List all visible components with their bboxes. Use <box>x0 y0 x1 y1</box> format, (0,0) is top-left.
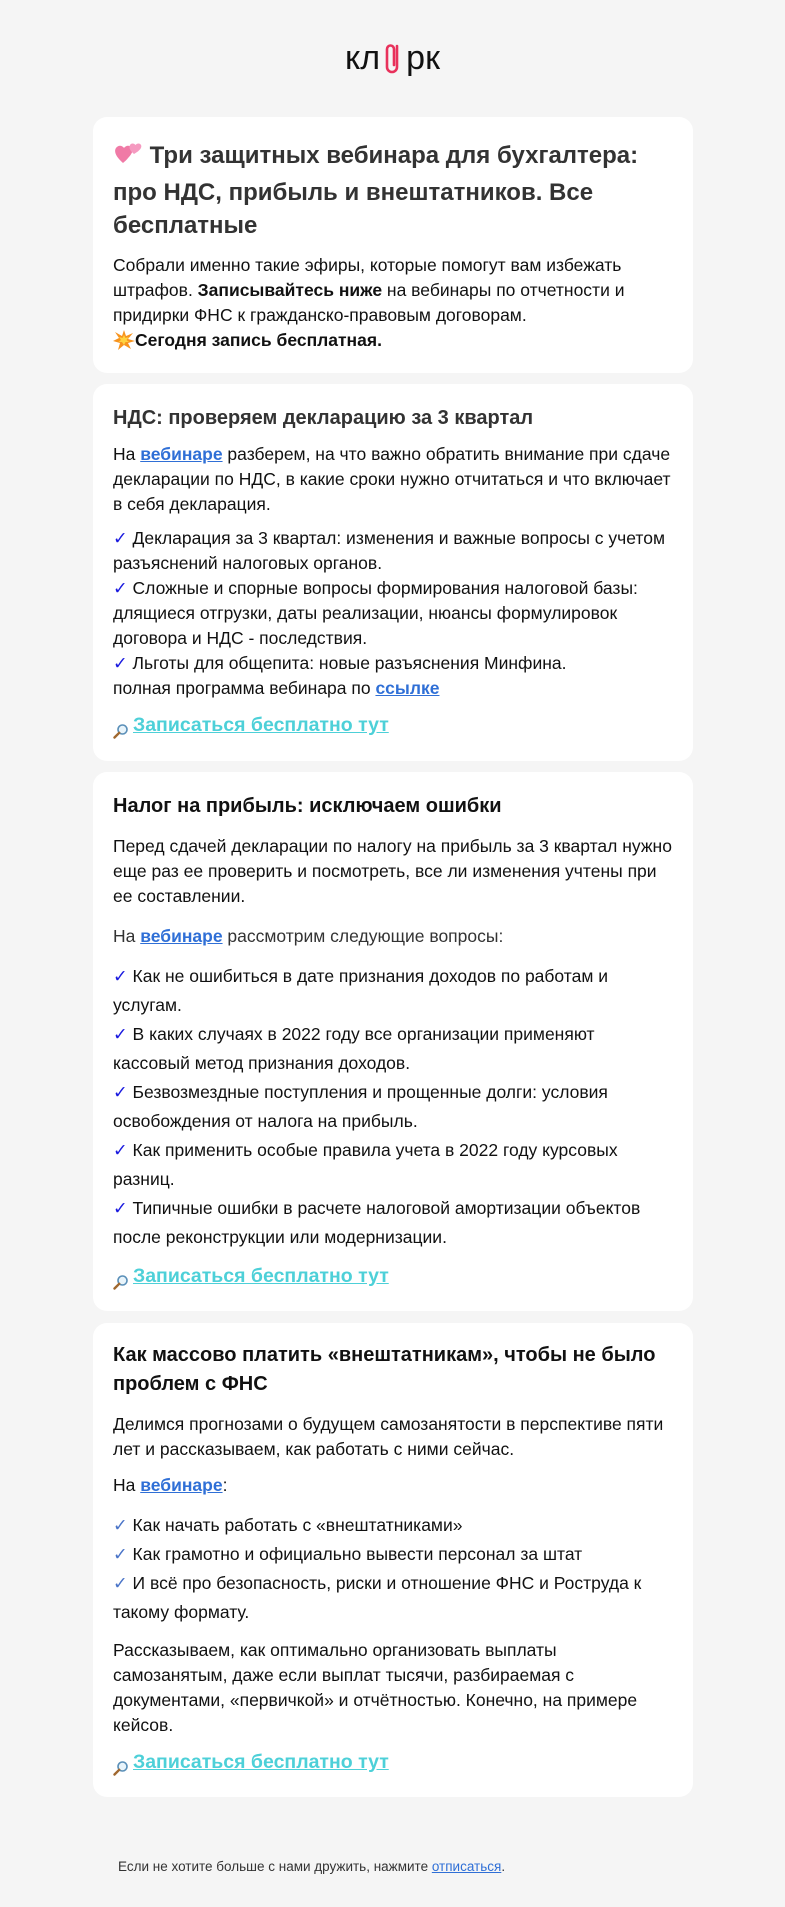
intro-card <box>93 117 693 373</box>
vat-items <box>113 526 675 701</box>
freelance-cta <box>113 1749 389 1775</box>
freelance-lead: Делимся прогнозами о будущем самозанятости в перспективе пяти лет и рассказываем, как работать с ними сейчас. <box>113 1414 664 1459</box>
klerk-logo <box>345 39 440 78</box>
freelance-signup-link[interactable]: Записаться бесплатно тут <box>133 1751 389 1773</box>
profit-items <box>113 962 675 1252</box>
check-icon: ✓ <box>113 1082 128 1102</box>
check-icon: ✓ <box>113 966 128 986</box>
magnifier-icon <box>113 720 129 736</box>
list-item: Сложные и спорные вопросы формирования налоговой базы: длящиеся отгрузки, даты реализации, нюансы формулировок договора и НДС - последствия. <box>113 578 638 648</box>
profit-signup-link[interactable]: Записаться бесплатно тут <box>133 1265 389 1287</box>
freelance-subtitle: На вебинаре: <box>113 1475 228 1495</box>
check-icon: ✓ <box>113 1024 128 1044</box>
header-logo[interactable] <box>0 0 785 117</box>
logo-text-right: рк <box>406 39 440 77</box>
list-item: Как грамотно и официально вывести персонал за штат <box>127 1544 583 1564</box>
check-icon: ✓ <box>113 1515 128 1535</box>
collision-icon <box>113 330 135 357</box>
check-icon: ✓ <box>113 528 128 548</box>
freelance-webinar-link[interactable]: вебинаре <box>140 1475 223 1495</box>
check-icon: ✓ <box>113 578 128 598</box>
check-icon: ✓ <box>113 1544 128 1564</box>
footer-text: Если не хотите больше с нами дружить, нажмите <box>118 1859 432 1874</box>
intro-text: Собрали именно такие эфиры, которые помогут вам избежать штрафов. Записывайтесь ниже на вебинары по отчетности и придирки ФНС к гражданско-правовым договорам. Сегодня запись бесплатная. <box>113 253 675 357</box>
list-item: Льготы для общепита: новые разъяснения Минфина. <box>127 653 567 673</box>
vat-lead: На вебинаре разберем, на что важно обратить внимание при сдаче декларации по НДС, в какие сроки нужно отчитаться и что включает в себя декларация. <box>113 444 671 514</box>
paperclip-icon <box>382 40 404 78</box>
vat-title: НДС: проверяем декларацию за 3 квартал <box>113 407 534 429</box>
free-today-text: Сегодня запись бесплатная. <box>135 330 382 350</box>
freelance-webinar-card <box>93 1323 693 1797</box>
profit-subtitle: На вебинаре рассмотрим следующие вопросы: <box>113 926 504 946</box>
list-item: И всё про безопасность, риски и отношение ФНС и Роструда к такому формату. <box>113 1573 642 1622</box>
vat-webinar-card <box>93 384 693 761</box>
hearts-icon <box>113 139 143 176</box>
intro-title: Три защитных вебинара для бухгалтера: про НДС, прибыль и внештатников. Все бесплатные <box>113 139 673 242</box>
profit-title: Налог на прибыль: исключаем ошибки <box>113 795 502 817</box>
footer: Если не хотите больше с нами дружить, нажмите отписаться. <box>118 1859 506 1874</box>
program-text: полная программа вебинара по <box>113 678 376 698</box>
list-item: В каких случаях в 2022 году все организации применяют кассовый метод признания доходов. <box>113 1024 595 1073</box>
check-icon: ✓ <box>113 1140 128 1160</box>
list-item: Типичные ошибки в расчете налоговой амортизации объектов после реконструкции или модернизации. <box>113 1198 641 1247</box>
freelance-items <box>113 1511 675 1627</box>
logo-text-left: кл <box>345 39 381 77</box>
profit-webinar-link[interactable]: вебинаре <box>140 926 223 946</box>
freelance-outro: Рассказываем, как оптимально организовать выплаты самозанятым, даже если выплат тысячи, разбираемая с документами, «первичкой» и отчётностью. Конечно, на примере кейсов. <box>113 1640 638 1735</box>
list-item: Как применить особые правила учета в 2022 году курсовых разниц. <box>113 1140 618 1189</box>
profit-webinar-card <box>93 772 693 1311</box>
freelance-title: Как массово платить «внештатникам», чтобы не было проблем с ФНС <box>113 1344 656 1395</box>
check-icon: ✓ <box>113 1198 128 1218</box>
unsubscribe-link[interactable]: отписаться <box>431 1859 502 1874</box>
vat-cta <box>113 712 389 738</box>
list-item: Декларация за 3 квартал: изменения и важные вопросы с учетом разъяснений налоговых органов. <box>113 528 665 573</box>
program-link[interactable]: ссылке <box>375 678 440 698</box>
list-item: Безвозмездные поступления и прощенные долги: условия освобождения от налога на прибыль. <box>113 1082 608 1131</box>
magnifier-icon <box>113 1271 129 1287</box>
list-item: Как начать работать с «внештатниками» <box>127 1515 463 1535</box>
check-icon: ✓ <box>113 1573 128 1593</box>
magnifier-icon <box>113 1757 129 1773</box>
profit-lead: Перед сдачей декларации по налогу на прибыль за 3 квартал нужно еще раз ее проверить и посмотреть, все ли изменения учтены при ее составлении. <box>113 836 672 906</box>
vat-webinar-link[interactable]: вебинаре <box>140 444 223 464</box>
vat-signup-link[interactable]: Записаться бесплатно тут <box>133 714 389 736</box>
check-icon: ✓ <box>113 653 128 673</box>
profit-cta <box>113 1263 389 1289</box>
list-item: Как не ошибиться в дате признания доходов по работам и услугам. <box>113 966 608 1015</box>
